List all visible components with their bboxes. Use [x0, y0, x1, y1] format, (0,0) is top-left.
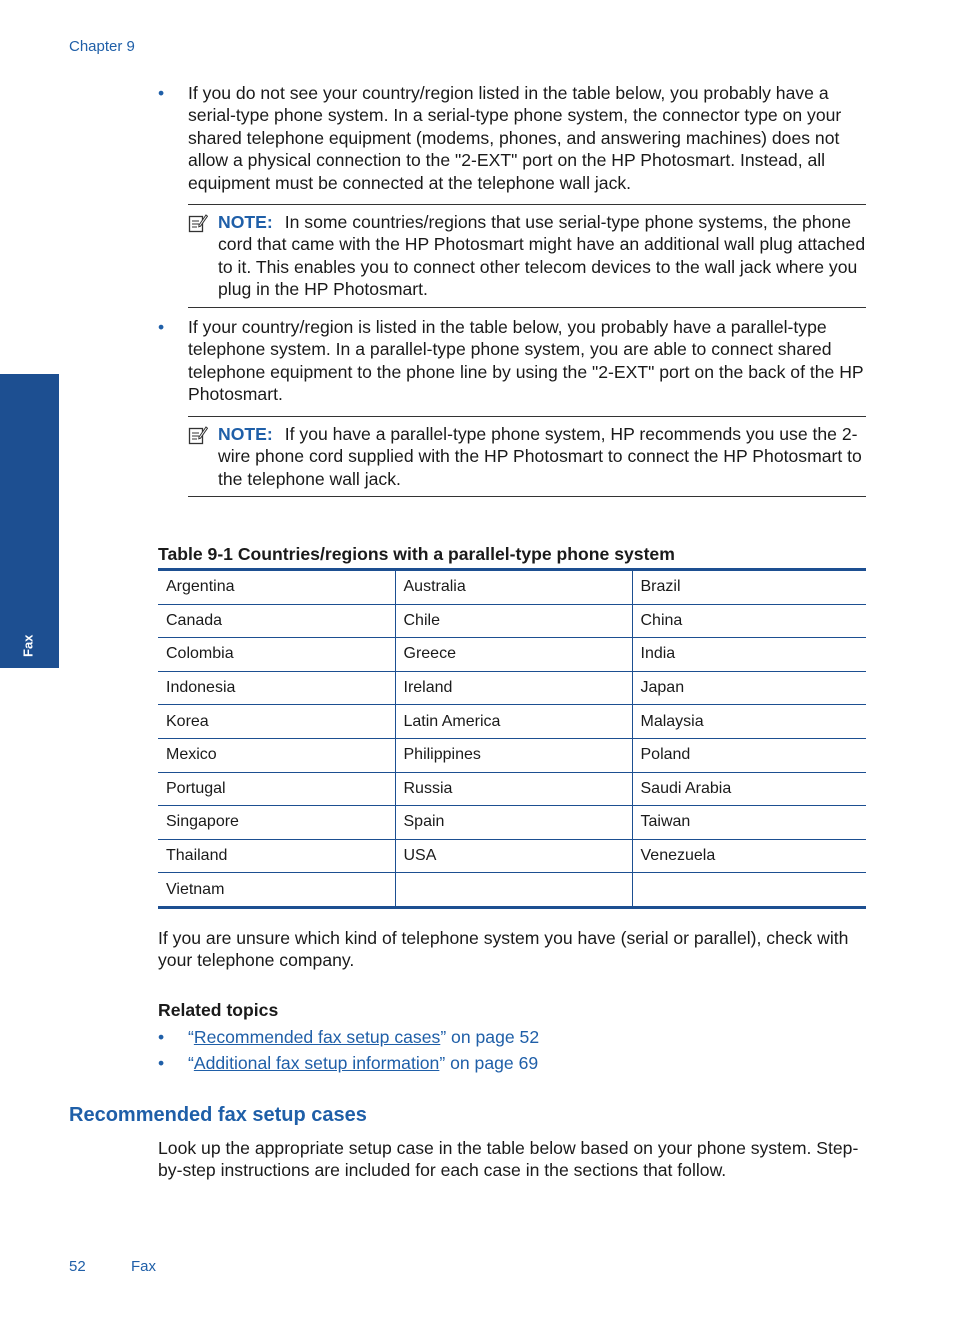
footer-page-number: 52: [69, 1258, 86, 1275]
table-row: [158, 738, 866, 772]
bullet-serial: [158, 82, 866, 194]
related-link-item: [158, 1053, 538, 1074]
table-row: [158, 604, 866, 638]
table-cell: Latin America: [395, 705, 632, 739]
unsure-paragraph: If you are unsure which kind of telephone system you have (serial or parallel), check with your telephone company.: [158, 928, 849, 971]
table-cell: Poland: [632, 738, 866, 772]
table-caption: Table 9-1 Countries/regions with a parallel-type phone system: [158, 544, 675, 564]
table-cell: Canada: [158, 604, 395, 638]
table-cell: Taiwan: [632, 806, 866, 840]
section-body: Look up the appropriate setup case in the table below based on your phone system. Step-by-step instructions are included for each case in the sections that follow.: [158, 1138, 859, 1181]
table-cell: Brazil: [632, 570, 866, 605]
table-row: [158, 570, 866, 605]
table-cell: China: [632, 604, 866, 638]
chapter-header: Chapter 9: [69, 38, 135, 55]
bullet-text: If you do not see your country/region listed in the table below, you probably have a serial-type phone system. In a serial-type phone system, the connector type on your shared telephone equipment (modems, phones, and answering machines) does not allow a physical connection to the "2-EXT" port on the HP Photosmart. Instead, all equipment must be connected at the telephone wall jack.: [188, 83, 842, 193]
side-tab-label: Fax: [20, 634, 36, 658]
bullet-dot: •: [158, 317, 165, 337]
bullet-dot: •: [158, 1053, 165, 1073]
open-quote: “: [188, 1027, 194, 1047]
countries-table: [158, 568, 866, 909]
link-suffix: ” on page 52: [440, 1027, 540, 1047]
table-cell: [395, 873, 632, 908]
note-text: In some countries/regions that use serial-type phone systems, the phone cord that came with the HP Photosmart might have an additional wall plug attached to it. This enables you to connect other telecom devices to the wall jack where you plug in the HP Photosmart.: [218, 212, 866, 300]
note-label: NOTE:: [218, 424, 273, 444]
table-cell: USA: [395, 839, 632, 873]
table-row: [158, 671, 866, 705]
table-cell: Vietnam: [158, 873, 395, 908]
link-suffix: ” on page 69: [439, 1053, 539, 1073]
bullet-parallel: [158, 316, 866, 406]
table-cell: Singapore: [158, 806, 395, 840]
note-label: NOTE:: [218, 212, 273, 232]
table-cell: Korea: [158, 705, 395, 739]
table-row: [158, 839, 866, 873]
table-cell: Venezuela: [632, 839, 866, 873]
section-heading: Recommended fax setup cases: [69, 1104, 367, 1126]
table-cell: [632, 873, 866, 908]
table-cell: Chile: [395, 604, 632, 638]
note-serial: [188, 204, 866, 308]
table-cell: Spain: [395, 806, 632, 840]
note-text: If you have a parallel-type phone system, HP recommends you use the 2-wire phone cord supplied with the HP Photosmart to connect the HP Photosmart to the telephone wall jack.: [218, 424, 862, 489]
link-additional-fax-setup[interactable]: Additional fax setup information: [193, 1053, 440, 1073]
table-cell: Colombia: [158, 638, 395, 672]
table-row: [158, 772, 866, 806]
open-quote: “: [188, 1053, 194, 1073]
bullet-text: If your country/region is listed in the table below, you probably have a parallel-type telephone system. In a parallel-type phone system, you are able to connect shared telephone equipment to the phone line by using the "2-EXT" port on the back of the HP Photosmart.: [188, 317, 864, 405]
side-tab: [0, 374, 59, 668]
table-cell: Ireland: [395, 671, 632, 705]
bullet-dot: •: [158, 83, 165, 103]
related-topics-heading: Related topics: [158, 1000, 279, 1020]
table-cell: Philippines: [395, 738, 632, 772]
table-cell: Russia: [395, 772, 632, 806]
table-row: [158, 638, 866, 672]
table-cell: Greece: [395, 638, 632, 672]
table-cell: Thailand: [158, 839, 395, 873]
table-cell: Mexico: [158, 738, 395, 772]
bullet-dot: •: [158, 1027, 165, 1047]
link-recommended-fax-setup[interactable]: Recommended fax setup cases: [193, 1027, 441, 1047]
table-cell: Malaysia: [632, 705, 866, 739]
table-row: [158, 873, 866, 908]
table-cell: Australia: [395, 570, 632, 605]
table-cell: Portugal: [158, 772, 395, 806]
table-cell: Japan: [632, 671, 866, 705]
table-row: [158, 705, 866, 739]
note-icon: [188, 425, 208, 445]
table-cell: India: [632, 638, 866, 672]
footer-section: Fax: [131, 1258, 157, 1275]
table-cell: Argentina: [158, 570, 395, 605]
table-row: [158, 806, 866, 840]
note-parallel: [188, 416, 866, 497]
table-cell: Saudi Arabia: [632, 772, 866, 806]
table-cell: Indonesia: [158, 671, 395, 705]
note-icon: [188, 213, 208, 233]
related-link-item: [158, 1027, 539, 1048]
